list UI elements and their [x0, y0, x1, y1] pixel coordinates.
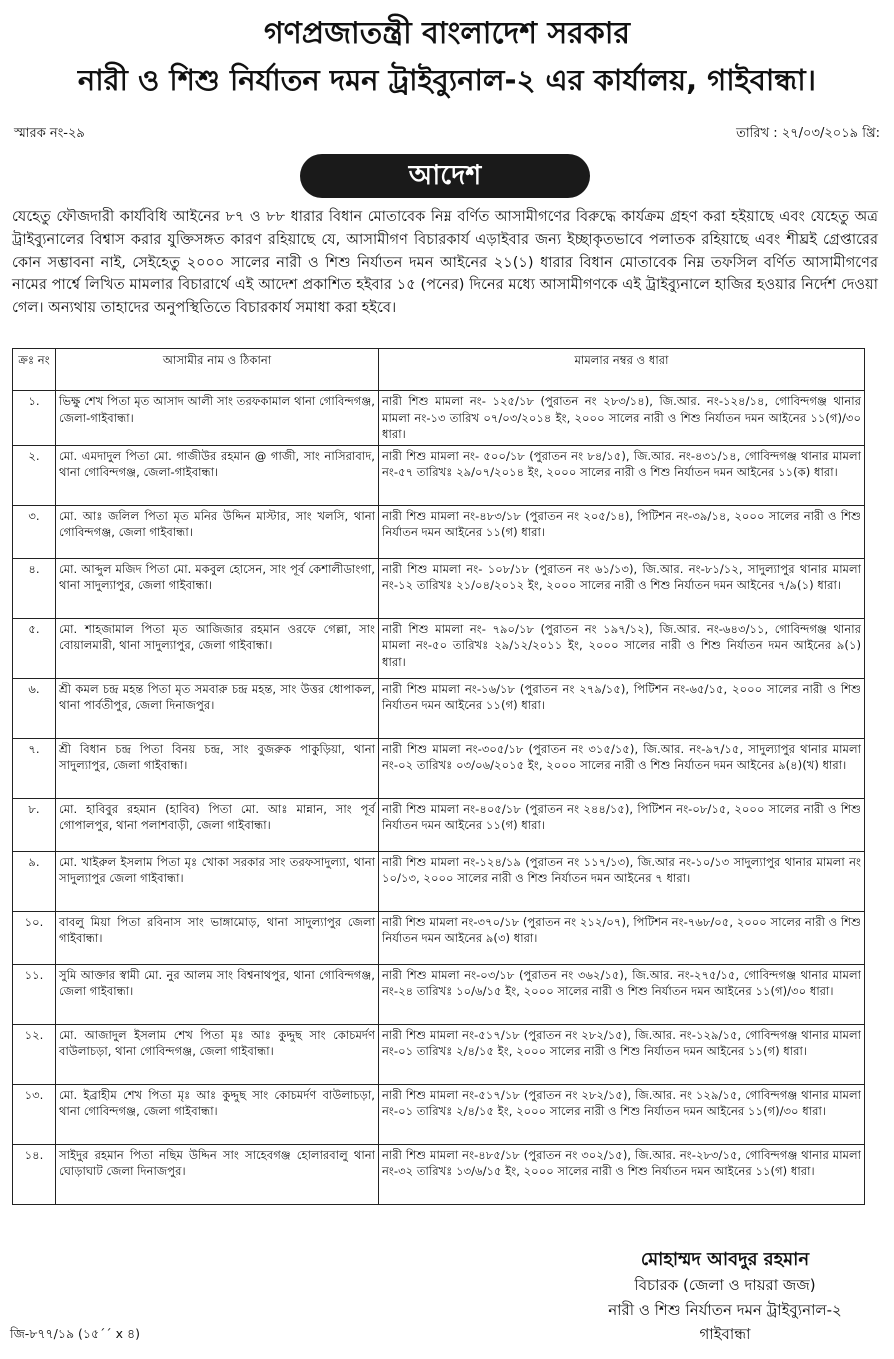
- accused-cell: মো. এমদাদুল পিতা মো. গাজীউর রহমান @ গাজী, সাং নাসিরাবাদ, থানা গোবিন্দগঞ্জ, জেলা-গাইবান্ধা।: [56, 445, 379, 505]
- accused-cell: মো. আঃ জলিল পিতা মৃত মনির উদ্দিন মাস্টার, সাং খলসি, থানা গোবিন্দগঞ্জ, জেলা গাইবান্ধা।: [56, 505, 379, 558]
- case-cell: নারী শিশু মামলা নং-৪৮৩/১৮ (পুরাতন নং ২০৫/১৪), পিটিশন নং-৩৯/১৪, ২০০০ সালের নারী ও শিশু নির্যাতন দমন আইনের ১১(গ) ধারা।: [379, 505, 865, 558]
- accused-cell: সাইদুর রহমান পিতা নছিম উদ্দিন সাং সাহেবগঞ্জ হোলারবালু থানা ঘোড়াঘাট জেলা দিনাজপুর।: [56, 1144, 379, 1204]
- serial-cell: ৯.: [13, 851, 56, 911]
- accused-cell: বাবলু মিয়া পিতা রবিনাস সাং ভাঙ্গামোড়, থানা সাদুল্যাপুর জেলা গাইবান্ধা।: [56, 911, 379, 964]
- serial-cell: ৭.: [13, 738, 56, 798]
- accused-case-table: [12, 348, 865, 1205]
- table-row: [13, 558, 865, 618]
- tribunal-office-title: নারী ও শিশু নির্যাতন দমন ট্রাইব্যুনাল-২ এর কার্যালয়, গাইবান্ধা।: [77, 63, 817, 97]
- issue-date: তারিখ : ২৭/০৩/২০১৯ খ্রি:: [736, 126, 880, 141]
- order-title-banner: আদেশ: [300, 154, 590, 198]
- table-row: [13, 618, 865, 678]
- column-header-accused: আসামীর নাম ও ঠিকানা: [56, 349, 379, 391]
- case-cell: নারী শিশু মামলা নং- ৫০০/১৮ (পুরাতন নং ৮৪/১৫), জি.আর. নং-৪৩১/১৪, গোবিন্দগঞ্জ থানার মামলা নং-৫৭ তারিখঃ ২৯/০৭/২০১৪ ইং, ২০০০ সালের নারী ও শিশু নির্যাতন দমন আইনের ১১(ক) ধারা।: [379, 445, 865, 505]
- accused-cell: মো. খাইরুল ইসলাম পিতা মৃঃ খোকা সরকার সাং তরফসাদুল্যা, থানা সাদুল্যাপুর জেলা গাইবান্ধা।: [56, 851, 379, 911]
- accused-cell: মো. ইব্রাহীম শেখ পিতা মৃঃ আঃ কুদ্দুছ সাং কোচমর্দণ বাউলাচড়া, থানা গোবিন্দগঞ্জ, জেলা গাইবান্ধা।: [56, 1084, 379, 1144]
- serial-cell: ১৩.: [13, 1084, 56, 1144]
- accused-cell: সুমি আক্তার স্বামী মো. নুর আলম সাং বিশ্বনাথপুর, থানা গোবিন্দগঞ্জ, জেলা গাইবান্ধা।: [56, 964, 379, 1024]
- table-row: [13, 678, 865, 738]
- serial-cell: ১৪.: [13, 1144, 56, 1204]
- serial-cell: ১১.: [13, 964, 56, 1024]
- serial-cell: ৬.: [13, 678, 56, 738]
- serial-cell: ৫.: [13, 618, 56, 678]
- serial-cell: ১.: [13, 391, 56, 446]
- serial-cell: ২.: [13, 445, 56, 505]
- accused-cell: মো. আজাদুল ইসলাম শেখ পিতা মৃঃ আঃ কুদ্দুছ সাং কোচমর্দণ বাউলাচড়া, থানা গোবিন্দগঞ্জ, জেলা গাইবান্ধা।: [56, 1024, 379, 1084]
- case-cell: নারী শিশু মামলা নং-৩০৫/১৮ (পুরাতন নং ৩১৫/১৫), জি.আর. নং-৯৭/১৫, সাদুল্যাপুর থানার মামলা নং-০২ তারিখঃ ০৩/০৬/২০১৫ ইং, ২০০০ সালের নারী ও শিশু নির্যাতন দমন আইনের ৯(৪)(খ) ধারা।: [379, 738, 865, 798]
- case-cell: নারী শিশু মামলা নং-৫১৭/১৮ (পুরাতন নং ২৮২/১৫), জি.আর. নং ১২৯/১৫, গোবিন্দগঞ্জ থানার মামলা নং-০১ তারিখঃ ২/৪/১৫ ইং, ২০০০ সালের নারী ও শিশু নির্যাতন দমন আইনের ১১(গ)/৩০ ধারা।: [379, 1084, 865, 1144]
- memo-number: স্মারক নং-২৯: [14, 126, 85, 141]
- signatory-place: গাইবান্ধা: [699, 1325, 751, 1343]
- serial-cell: ১০.: [13, 911, 56, 964]
- serial-cell: ১২.: [13, 1024, 56, 1084]
- signatory-office: নারী ও শিশু নির্যাতন দমন ট্রাইব্যুনাল-২: [608, 1301, 842, 1319]
- accused-cell: শ্রী বিধান চন্দ্র পিতা বিনয় চন্দ্র, সাং বুজরুক পাকুড়িয়া, থানা সাদুল্যাপুর, জেলা গাইবান্ধা।: [56, 738, 379, 798]
- signatory-title: বিচারক (জেলা ও দায়রা জজ): [634, 1276, 816, 1294]
- signatory-name: মোহাম্মদ আবদুর রহমান: [640, 1249, 810, 1270]
- table-row: [13, 911, 865, 964]
- table-row: [13, 391, 865, 446]
- table-row: [13, 738, 865, 798]
- case-cell: নারী শিশু মামলা নং- ৭৯০/১৮ (পুরাতন নং ১৯৭/১২), জি.আর. নং-৬৪৩/১১, গোবিন্দগঞ্জ থানার মামলা নং-৫০ তারিখঃ ২৯/১২/২০১১ ইং, ২০০০ সালের নারী ও শিশু নির্যাতন দমন আইনের ৯(১) ধারা।: [379, 618, 865, 678]
- case-cell: নারী শিশু মামলা নং-৩৭০/১৮ (পুরাতন নং ২১২/০৭), পিটিশন নং-৭৬৮/০৫, ২০০০ সালের নারী ও শিশু নির্যাতন দমন আইনের ৯(৩) ধারা।: [379, 911, 865, 964]
- table-row: [13, 1024, 865, 1084]
- accused-cell: শ্রী কমল চন্দ্র মহন্ত পিতা মৃত সমবারু চন্দ্র মহন্ত, সাং উত্তর ধোপাকল, থানা পার্বতীপুর, জেলা দিনাজপুর।: [56, 678, 379, 738]
- accused-cell: মো. শাহজামাল পিতা মৃত আজিজার রহমান ওরফে গেল্লা, সাং বোয়ালমারী, থানা সাদুল্যাপুর, জেলা গাইবান্ধা।: [56, 618, 379, 678]
- serial-cell: ৩.: [13, 505, 56, 558]
- case-cell: নারী শিশু মামলা নং-১২৪/১৯ (পুরাতন নং ১১৭/১৩), জি.আর নং-১০/১৩ সাদুল্যাপুর থানার মামলা নং ১০/১৩, ২০০০ সালের নারী ও শিশু নির্যাতন দমন আইনের ৭ ধারা।: [379, 851, 865, 911]
- government-title: গণপ্রজাতন্ত্রী বাংলাদেশ সরকার: [264, 16, 630, 51]
- advertisement-reference: জি-৮৭৭/১৯ (১৫´´ x ৪): [10, 1326, 140, 1341]
- table-row: [13, 445, 865, 505]
- order-body-text: যেহেতু ফৌজদারী কার্যবিধি আইনের ৮৭ ও ৮৮ ধারার বিধান মোতাবেক নিম্ন বর্ণিত আসামীগণের বিরুদ্ধে কার্যক্রম গ্রহণ করা হইয়াছে এবং যেহেতু অত্র ট্রাইব্যুনালের বিশ্বাস করার যুক্তিসঙ্গত কারণ রহিয়াছে যে, আসামীগণ বিচারকার্য এড়াইবার জন্য ইচ্ছাকৃতভাবে পলাতক রহিয়াছে এবং শীঘ্রই গ্রেপ্তারের কোন সম্ভাবনা নাই, সেইহেতু ২০০০ সালের নারী ও শিশু নির্যাতন দমন আইনের ২১(১) ধারার বিধান মোতাবেক নিম্ন তফসিল বর্ণিত আসামীগণের নামের পার্শ্বে লিখিত মামলার বিচারার্থে এই আদেশ প্রকাশিত হইবার ১৫ (পনের) দিনের মধ্যে আসামীগণকে এই ট্রাইব্যুনালে হাজির হওয়ার নির্দেশ দেওয়া গেল। অন্যথায় তাহাদের অনুপস্থিতিতে বিচারকার্য সমাধা করা হইবে।: [12, 208, 878, 317]
- case-cell: নারী শিশু মামলা নং- ১২৫/১৮ (পুরাতন নং ২৮৩/১৪), জি.আর. নং-১২৪/১৪, গোবিন্দগঞ্জ থানার মামলা নং-১৩ তারিখ ০৭/০৩/২০১৪ ইং, ২০০০ সালের নারী ও শিশু নির্যাতন দমন আইনের ১১(গ)/৩০ ধারা।: [379, 391, 865, 446]
- accused-cell: ভিক্ষু শেখ পিতা মৃত আসাদ আলী সাং তরফকামাল থানা গোবিন্দগঞ্জ, জেলা-গাইবান্ধা।: [56, 391, 379, 446]
- case-cell: নারী শিশু মামলা নং-৫১৭/১৮ (পুরাতন নং ২৮২/১৫), জি.আর. নং-১২৯/১৫, গোবিন্দগঞ্জ থানার মামলা নং-০১ তারিখঃ ২/৪/১৫ ইং, ২০০০ সালের নারী ও শিশু নির্যাতন দমন আইনের ১১(গ) ধারা।: [379, 1024, 865, 1084]
- table-row: [13, 1084, 865, 1144]
- table-row: [13, 851, 865, 911]
- case-cell: নারী শিশু মামলা নং- ১০৮/১৮ (পুরাতন নং ৬১/১৩), জি.আর. নং-৮১/১২, সাদুল্যাপুর থানার মামলা নং-১২ তারিখঃ ২১/০৪/২০১২ ইং, ২০০০ সালের নারী ও শিশু নির্যাতন দমন আইনের ৭/৯(১) ধারা।: [379, 558, 865, 618]
- accused-cell: মো. আব্দুল মজিদ পিতা মো. মকবুল হোসেন, সাং পূর্ব কেশালীডাংগা, থানা সাদুল্যাপুর, জেলা গাইবান্ধা।: [56, 558, 379, 618]
- accused-cell: মো. হাবিবুর রহমান (হাবিব) পিতা মো. আঃ মান্নান, সাং পূর্ব গোপালপুর, থানা পলাশবাড়ী, জেলা গাইবান্ধা।: [56, 798, 379, 851]
- serial-cell: ৮.: [13, 798, 56, 851]
- table-header-row: [13, 349, 865, 391]
- case-cell: নারী শিশু মামলা নং-৪৮৫/১৮ (পুরাতন নং ৩০২/১৫), জি.আর. নং-২৮৩/১৫, গোবিন্দগঞ্জ থানার মামলা নং-৩২ তারিখঃ ১৩/৬/১৫ ইং, ২০০০ সালের নারী ও শিশু নির্যাতন দমন আইনের ১১(গ) ধারা।: [379, 1144, 865, 1204]
- case-cell: নারী শিশু মামলা নং-৪০৫/১৮ (পুরাতন নং ২৪৪/১৫), পিটিশন নং-০৮/১৫, ২০০০ সালের নারী ও শিশু নির্যাতন দমন আইনের ১১(গ) ধারা।: [379, 798, 865, 851]
- column-header-case: মামলার নম্বর ও ধারা: [379, 349, 865, 391]
- table-row: [13, 964, 865, 1024]
- table-row: [13, 1144, 865, 1204]
- table-row: [13, 505, 865, 558]
- case-cell: নারী শিশু মামলা নং-১৬/১৮ (পুরাতন নং ২৭৯/১৫), পিটিশন নং-৬৫/১৫, ২০০০ সালের নারী ও শিশু নির্যাতন দমন আইনের ১১(গ) ধারা।: [379, 678, 865, 738]
- column-header-serial: ক্রঃ নং: [13, 349, 56, 391]
- table-row: [13, 798, 865, 851]
- case-cell: নারী শিশু মামলা নং-০৩/১৮ (পুরাতন নং ৩৬২/১৫), জি.আর. নং-২৭৫/১৫, গোবিন্দগঞ্জ থানার মামলা নং-২৪ তারিখঃ ১০/৬/১৫ ইং, ২০০০ সালের নারী ও শিশু নির্যাতন দমন আইনের ১১(গ)/৩০ ধারা।: [379, 964, 865, 1024]
- serial-cell: ৪.: [13, 558, 56, 618]
